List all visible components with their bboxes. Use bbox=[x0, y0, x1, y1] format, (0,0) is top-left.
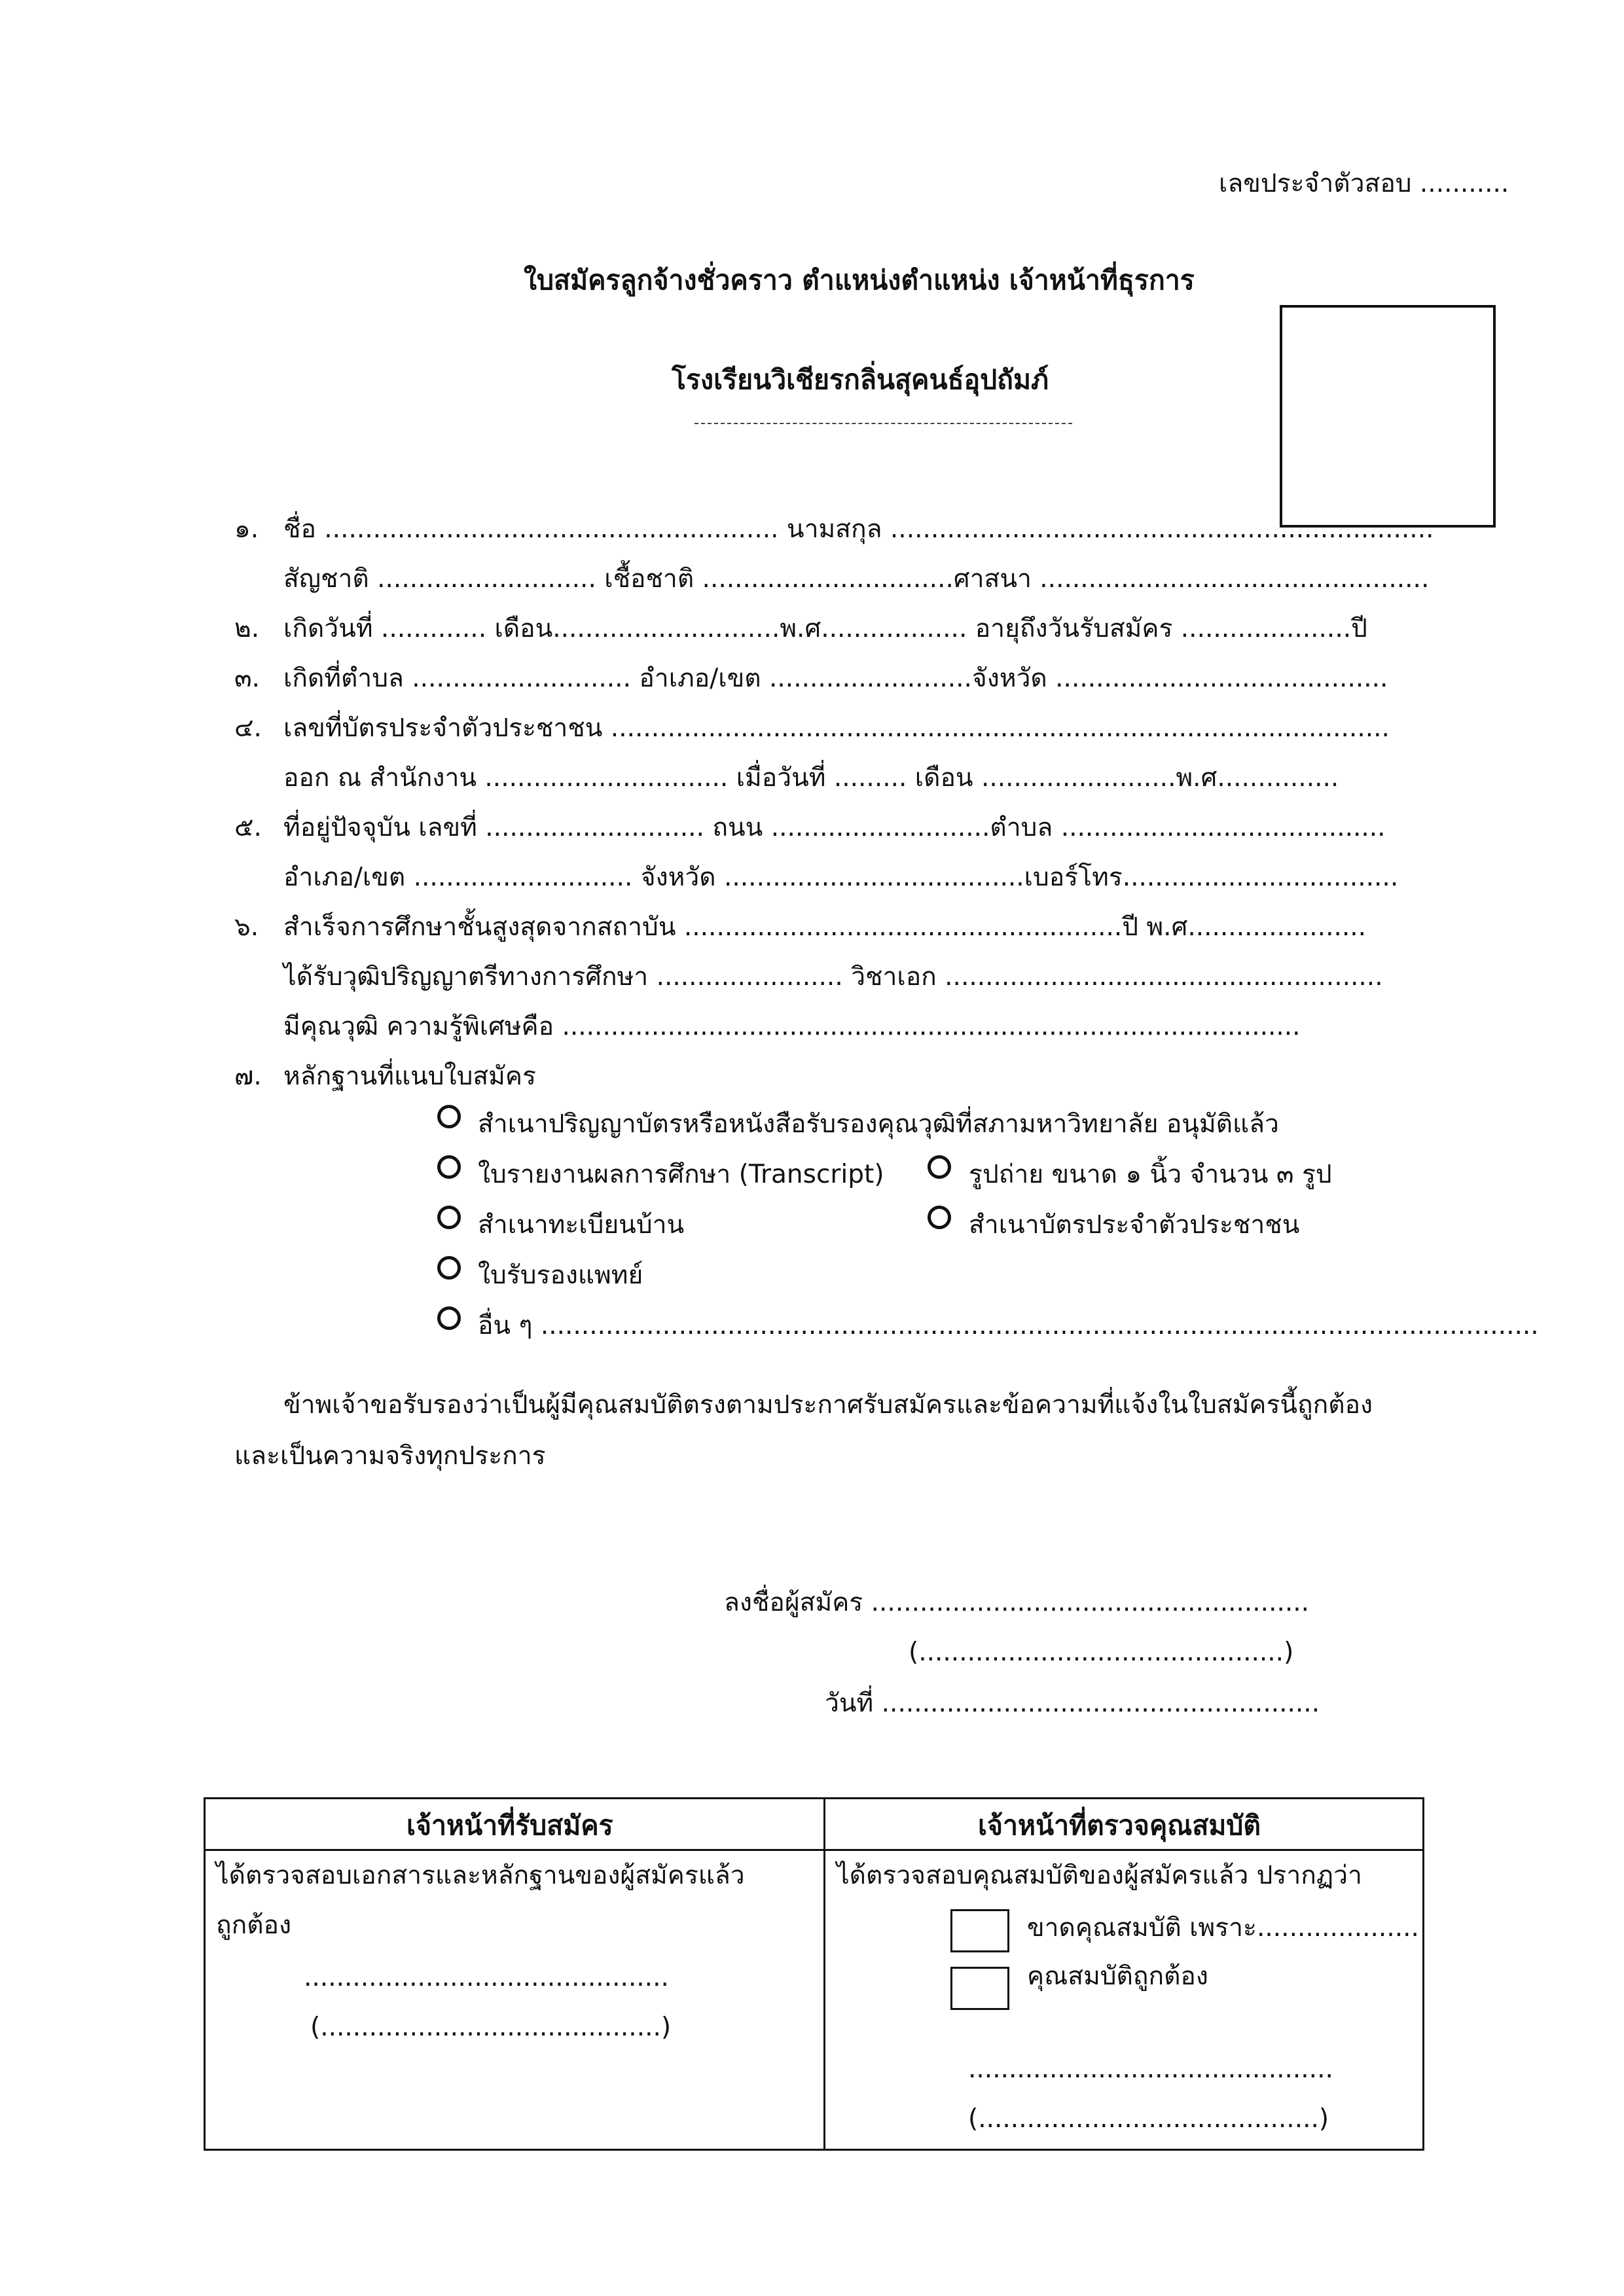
receiving-officer-text-2: ถูกต้อง bbox=[216, 1910, 292, 1940]
applicant-signature-field[interactable]: ลงชื่อผู้สมัคร ...................................................... bbox=[724, 1588, 1310, 1617]
degree-copy-label: สำเนาปริญญาบัตรหรือหนังสือรับรองคุณวุฒิที่สภามหาวิทยาลัย อนุมัติแล้ว bbox=[478, 1109, 1279, 1139]
table-column-divider bbox=[823, 1799, 825, 2149]
address-field[interactable]: ที่อยู่ปัจจุบัน เลขที่ ........................... ถนน ...........................ตำบล ........................................ bbox=[283, 813, 1386, 842]
id-card-issue-field[interactable]: ออก ณ สำนักงาน .............................. เมื่อวันที่ ......... เดือน ........................พ.ศ............... bbox=[283, 763, 1339, 793]
item-number-4: ๔. bbox=[234, 713, 262, 743]
district-province-phone-field[interactable]: อำเภอ/เขต ........................... จังหวัด .....................................เบอร์โทร.................................. bbox=[283, 863, 1399, 892]
name-surname-field[interactable]: ชื่อ ........................................................ นามสกุล ................................................................... bbox=[283, 514, 1434, 544]
photo-radio[interactable] bbox=[928, 1155, 951, 1179]
degree-major-field[interactable]: ได้รับวุฒิปริญญาตรีทางการศึกษา ....................... วิชาเอก ...................................................... bbox=[283, 962, 1383, 992]
photo-label: รูปถ่าย ขนาด ๑ นิ้ว จำนวน ๓ รูป bbox=[969, 1160, 1332, 1189]
declaration-line-2: และเป็นความจริงทุกประการ bbox=[234, 1441, 546, 1471]
qualified-label: คุณสมบัติถูกต้อง bbox=[1027, 1962, 1208, 1991]
medical-certificate-radio[interactable] bbox=[437, 1256, 461, 1280]
house-registration-label: สำเนาทะเบียนบ้าน bbox=[478, 1210, 685, 1240]
unqualified-checkbox[interactable] bbox=[950, 1909, 1009, 1952]
qualification-officer-header: เจ้าหน้าที่ตรวจคุณสมบัติ bbox=[978, 1810, 1261, 1841]
header-divider bbox=[695, 423, 1072, 424]
receiving-officer-text-1: ได้ตรวจสอบเอกสารและหลักฐานของผู้สมัครแล้ว bbox=[216, 1861, 745, 1890]
birthdate-age-field[interactable]: เกิดวันที่ ............. เดือน............................พ.ศ.................. อายุถึงวันรับสมัคร .....................ปี bbox=[283, 614, 1367, 643]
officer-table bbox=[204, 1797, 1424, 2151]
applicant-name-field[interactable]: (.............................................) bbox=[909, 1638, 1294, 1667]
degree-copy-radio[interactable] bbox=[437, 1105, 461, 1128]
table-header-divider bbox=[206, 1849, 1422, 1851]
application-date-field[interactable]: วันที่ ...................................................... bbox=[825, 1689, 1320, 1718]
medical-certificate-label: ใบรับรองแพทย์ bbox=[478, 1261, 643, 1290]
form-title: ใบสมัครลูกจ้างชั่วคราว ตำแหน่งตำแหน่ง เจ้าหน้าที่ธุรการ bbox=[524, 264, 1195, 296]
unqualified-label: ขาดคุณสมบัติ เพราะ.................... bbox=[1027, 1913, 1419, 1943]
qualification-officer-name-field[interactable]: (..........................................) bbox=[968, 2104, 1329, 2134]
receiving-officer-header: เจ้าหน้าที่รับสมัคร bbox=[406, 1810, 613, 1841]
qualified-checkbox[interactable] bbox=[950, 1967, 1009, 2010]
item-number-2: ๒. bbox=[234, 614, 260, 643]
special-skills-field[interactable]: มีคุณวุฒิ ความรู้พิเศษคือ ........................................................................................... bbox=[283, 1012, 1301, 1041]
item-number-7: ๗. bbox=[234, 1062, 262, 1091]
qualification-officer-signature-field[interactable]: ............................................. bbox=[968, 2054, 1333, 2084]
birthplace-field[interactable]: เกิดที่ตำบล ........................... อำเภอ/เขต .........................จังหวัด ......................................... bbox=[283, 664, 1388, 693]
id-card-copy-label: สำเนาบัตรประจำตัวประชาชน bbox=[969, 1210, 1300, 1240]
nationality-religion-field[interactable]: สัญชาติ ........................... เชื้อชาติ ...............................ศาสนา ................................................ bbox=[283, 564, 1430, 594]
school-name: โรงเรียนวิเชียรกลิ่นสุคนธ์อุปถัมภ์ bbox=[672, 364, 1049, 395]
qualification-officer-text: ได้ตรวจสอบคุณสมบัติของผู้สมัครแล้ว ปรากฏว่า bbox=[837, 1861, 1362, 1890]
exam-id-field[interactable]: เลขประจำตัวสอบ ........... bbox=[1219, 169, 1509, 198]
transcript-radio[interactable] bbox=[437, 1155, 461, 1179]
other-radio[interactable] bbox=[437, 1306, 461, 1330]
id-card-copy-radio[interactable] bbox=[928, 1206, 951, 1229]
other-field[interactable]: อื่น ๆ ........................................................................................................................... bbox=[478, 1311, 1539, 1340]
house-registration-radio[interactable] bbox=[437, 1206, 461, 1229]
item-number-6: ๖. bbox=[234, 912, 259, 942]
item-number-1: ๑. bbox=[234, 514, 259, 544]
receiving-officer-signature-field[interactable]: ............................................. bbox=[304, 1963, 669, 1992]
education-institution-field[interactable]: สำเร็จการศึกษาชั้นสูงสุดจากสถาบัน ......................................................ปี พ.ศ...................... bbox=[283, 912, 1367, 942]
transcript-label: ใบรายงานผลการศึกษา (Transcript) bbox=[478, 1160, 884, 1189]
item-number-3: ๓. bbox=[234, 664, 261, 693]
attachments-heading: หลักฐานที่แนบใบสมัคร bbox=[283, 1062, 536, 1091]
id-card-number-field[interactable]: เลขที่บัตรประจำตัวประชาชน ................................................................................................ bbox=[283, 713, 1390, 743]
item-number-5: ๕. bbox=[234, 813, 262, 842]
photo-box bbox=[1280, 305, 1496, 528]
receiving-officer-name-field[interactable]: (..........................................) bbox=[310, 2013, 672, 2042]
declaration-line-1: ข้าพเจ้าขอรับรองว่าเป็นผู้มีคุณสมบัติตรงตามประกาศรับสมัครและข้อความที่แจ้งในใบสมัครนี้ถูกต้อง bbox=[283, 1390, 1373, 1420]
